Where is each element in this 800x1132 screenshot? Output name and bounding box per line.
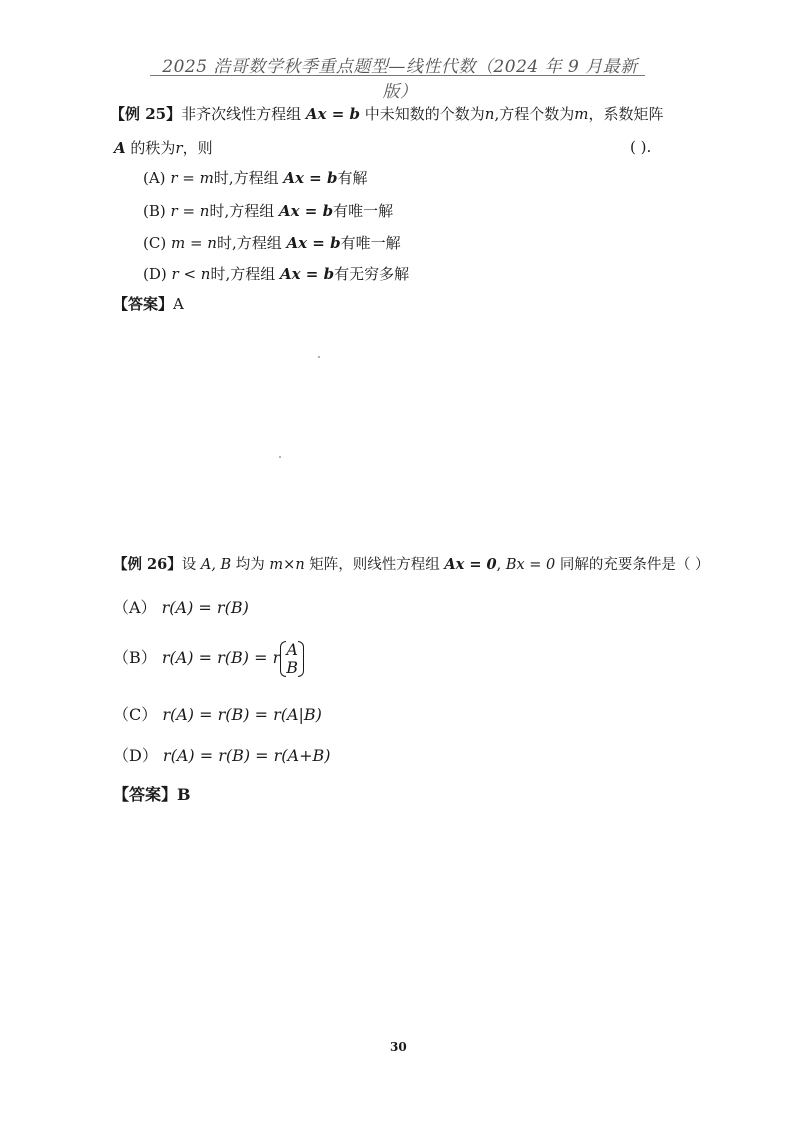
option-equation: Ax = b: [283, 169, 338, 187]
option-expression: r(A) = r(B): [161, 598, 249, 617]
ex26-eq1: Ax = 0: [444, 556, 497, 573]
option-condition: r = n: [170, 202, 210, 220]
ex26-tag: 【例 26】: [113, 556, 182, 573]
ex25-var-m: m: [574, 105, 589, 123]
ex26-stem-p4: 同解的充要条件是（ ）: [555, 557, 710, 573]
matrix-bottom-entry: B: [286, 657, 299, 677]
ex25-option-b: [143, 201, 393, 221]
page-header: 2025 浩哥数学秋季重点题型—线性代数（2024 年 9 月最新版）: [162, 57, 638, 102]
ex25-stem-p2: 中未知数的个数为: [359, 105, 485, 123]
ex25-stem-p5: 的秩为: [125, 139, 176, 157]
ex25-option-c: [143, 233, 401, 253]
ex25-var-r: r: [175, 139, 183, 157]
ex26-stem: [113, 555, 710, 575]
matrix-top-entry: A: [286, 639, 298, 659]
ex25-stem-line2: [114, 138, 213, 158]
option-equation: Ax = b: [278, 202, 334, 220]
ex25-tag: 【例 25】: [110, 105, 182, 123]
option-condition: r = m: [170, 169, 214, 187]
option-label: （B）: [113, 648, 162, 667]
ex25-answer-blank: ( ).: [630, 138, 652, 156]
ex26-option-a: [113, 598, 249, 618]
scan-speck: [279, 456, 281, 458]
ex26-var-mxn: m×n: [269, 557, 305, 573]
ex25-stem-line1: [110, 104, 663, 124]
option-expression: r(A) = r(B) = r(A|B): [162, 705, 322, 724]
ex26-stem-p3: 矩阵，则线性方程组: [304, 557, 445, 573]
option-result: 有唯一解: [340, 234, 401, 252]
ex26-answer: [113, 785, 191, 805]
stacked-matrix: [280, 641, 304, 677]
option-expression: r(A) = r(B) = r: [161, 648, 281, 667]
ex25-stem-p3: ,方程个数为: [494, 105, 575, 123]
answer-tag: 【答案】: [113, 785, 178, 804]
ex26-eq2: Bx = 0: [505, 557, 556, 573]
ex25-option-d: [143, 264, 409, 284]
option-condition: m = n: [170, 234, 217, 252]
option-mid: 时,方程组: [216, 234, 287, 252]
ex25-stem-p6: ，则: [182, 139, 213, 157]
page-number: 30: [390, 1040, 407, 1054]
option-label: (C): [143, 234, 171, 252]
ex25-eq: Ax = b: [305, 105, 360, 123]
option-result: 有无穷多解: [334, 265, 410, 283]
option-label: （D）: [113, 746, 163, 765]
ex26-option-b: [113, 640, 304, 677]
option-equation: Ax = b: [279, 265, 335, 283]
ex25-answer: [113, 294, 184, 314]
ex25-option-a: [143, 168, 367, 188]
option-label: (A): [143, 169, 171, 187]
option-mid: 时,方程组: [210, 265, 280, 283]
ex26-stem-p1: 设: [181, 557, 201, 573]
option-result: 有唯一解: [333, 202, 394, 220]
answer-tag: 【答案】: [113, 295, 174, 313]
scan-speck: [318, 356, 320, 358]
ex26-var-AB: A, B: [200, 557, 232, 573]
option-mid: 时,方程组: [209, 202, 279, 220]
option-label: （C）: [113, 705, 163, 724]
ex25-stem-p1: 非齐次线性方程组: [181, 105, 306, 123]
header-rule: [150, 75, 645, 76]
ex26-sep: ,: [496, 557, 506, 573]
ex25-var-A: A: [114, 139, 126, 157]
option-condition: r < n: [171, 265, 211, 283]
option-equation: Ax = b: [286, 234, 341, 252]
ex26-option-d: [113, 746, 331, 766]
ex26-option-c: [113, 705, 322, 725]
option-label: (D): [143, 265, 172, 283]
ex25-var-n: n: [484, 105, 495, 123]
answer-value: A: [173, 295, 184, 313]
option-result: 有解: [337, 169, 368, 187]
ex26-stem-p2: 均为: [231, 557, 270, 573]
answer-value: B: [177, 785, 191, 804]
option-label: (B): [143, 202, 171, 220]
option-label: （A）: [113, 598, 162, 617]
option-mid: 时,方程组: [213, 169, 284, 187]
ex25-stem-p4: ，系数矩阵: [588, 105, 664, 123]
option-expression: r(A) = r(B) = r(A+B): [162, 746, 331, 765]
